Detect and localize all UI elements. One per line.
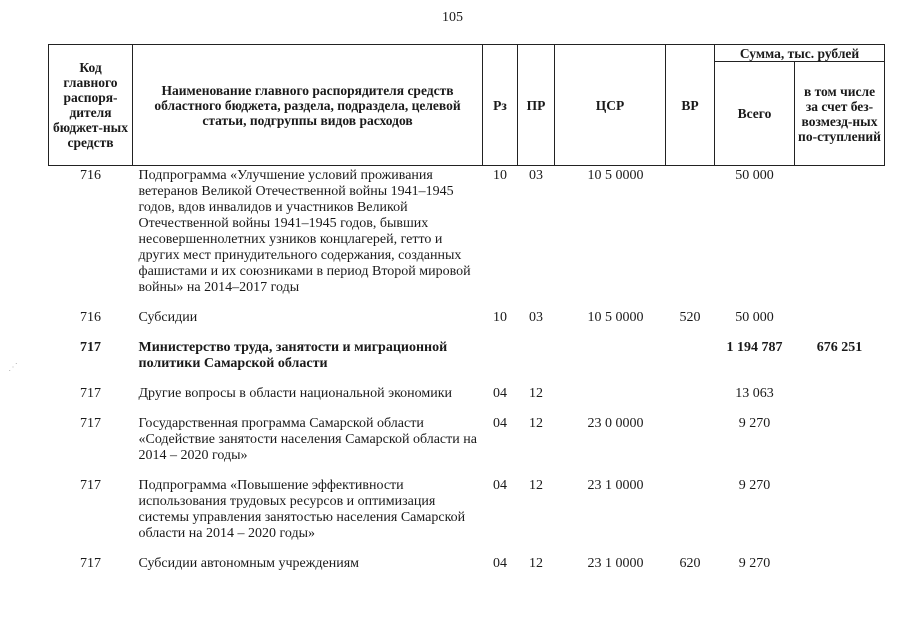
- cell-total: 9 270: [738, 556, 771, 571]
- page-number: 105: [442, 10, 463, 25]
- table-body: [49, 166, 885, 573]
- cell-free: [795, 478, 885, 556]
- cell-free: [795, 386, 885, 416]
- cell-free: [795, 556, 885, 572]
- cell-name: Государственная программа Самарской области «Содействие занятости населения Самарской области на 2014 – 2020 годы»: [138, 416, 477, 463]
- cell-rz: [483, 340, 518, 386]
- table-header: [49, 45, 885, 166]
- cell-total: 9 270: [738, 416, 771, 431]
- header-code: Код главного распоря-дителя бюджет-ных средств: [49, 45, 133, 166]
- cell-vr: [666, 416, 715, 478]
- cell-name: Подпрограмма «Улучшение условий проживания ветеранов Великой Отечественной войны 1941–1945 годов, вдов инвалидов и участников Великой Отечественной войны 1941–1945 годов, бывших несовершеннолетних узников концлагерей, гетто и других мест принудительного содержания, созданных фашистами и их союзниками в период Второй мировой войны» на 2014–2017 годы: [138, 168, 471, 295]
- cell-pr: 03: [529, 310, 543, 325]
- header-sum: Сумма, тыс. рублей: [715, 45, 885, 62]
- header-vr: ВР: [666, 45, 715, 166]
- cell-csr: 10 5 0000: [587, 310, 644, 325]
- cell-csr: 23 1 0000: [587, 478, 644, 493]
- cell-rz: 10: [493, 310, 507, 325]
- cell-csr: 10 5 0000: [587, 168, 644, 183]
- cell-pr: 12: [529, 386, 543, 401]
- cell-code: 717: [80, 556, 101, 571]
- table-row: [49, 556, 885, 572]
- cell-free: [795, 310, 885, 340]
- cell-vr: [666, 166, 715, 311]
- cell-code: 717: [80, 340, 101, 355]
- table-row: [49, 310, 885, 340]
- cell-pr: 12: [529, 556, 543, 571]
- table-row: [49, 340, 885, 386]
- cell-vr: [666, 340, 715, 386]
- budget-table: [48, 44, 885, 572]
- cell-total: 50 000: [735, 168, 774, 183]
- cell-free: [795, 166, 885, 311]
- cell-code: 717: [80, 386, 101, 401]
- header-name: Наименование главного распорядителя средств областного бюджета, раздела, подраздела, целевой статьи, подгруппы видов расходов: [133, 45, 483, 166]
- cell-csr: [555, 340, 666, 386]
- header-free: в том числе за счет без-возмезд-ных по-ступлений: [795, 62, 885, 166]
- header-pr: ПР: [518, 45, 555, 166]
- cell-pr: 03: [529, 168, 543, 183]
- cell-csr: 23 1 0000: [587, 556, 644, 571]
- cell-rz: 04: [493, 478, 507, 493]
- cell-total: 50 000: [735, 310, 774, 325]
- table-row: [49, 478, 885, 556]
- cell-rz: 04: [493, 556, 507, 571]
- cell-pr: 12: [529, 416, 543, 431]
- cell-csr: [555, 386, 666, 416]
- cell-total: 1 194 787: [726, 340, 783, 355]
- cell-name: Министерство труда, занятости и миграционной политики Самарской области: [138, 340, 448, 371]
- cell-pr: 12: [529, 478, 543, 493]
- cell-free: 676 251: [816, 340, 863, 355]
- table-row: [49, 416, 885, 478]
- cell-total: 9 270: [738, 478, 771, 493]
- cell-pr: [518, 340, 555, 386]
- cell-rz: 04: [493, 386, 507, 401]
- cell-free: [795, 416, 885, 478]
- cell-code: 716: [80, 310, 101, 325]
- cell-rz: 04: [493, 416, 507, 431]
- cell-csr: 23 0 0000: [587, 416, 644, 431]
- table-row: [49, 386, 885, 416]
- cell-name: Субсидии автономным учреждениям: [138, 556, 360, 571]
- header-rz: Рз: [483, 45, 518, 166]
- cell-vr: 620: [679, 556, 701, 571]
- cell-code: 717: [80, 416, 101, 431]
- cell-vr: 520: [679, 310, 701, 325]
- cell-name: Другие вопросы в области национальной экономики: [138, 386, 453, 401]
- header-csr: ЦСР: [555, 45, 666, 166]
- cell-name: Субсидии: [138, 310, 198, 325]
- margin-mark: ⋰: [8, 362, 18, 373]
- table-row: [49, 166, 885, 311]
- cell-code: 716: [80, 168, 101, 183]
- cell-vr: [666, 386, 715, 416]
- header-total: Всего: [715, 62, 795, 166]
- cell-total: 13 063: [735, 386, 774, 401]
- cell-rz: 10: [493, 168, 507, 183]
- cell-name: Подпрограмма «Повышение эффективности использования трудовых ресурсов и оптимизация системы управления занятостью населения Самарской области на 2014 – 2020 годы»: [138, 478, 466, 541]
- cell-vr: [666, 478, 715, 556]
- cell-code: 717: [80, 478, 101, 493]
